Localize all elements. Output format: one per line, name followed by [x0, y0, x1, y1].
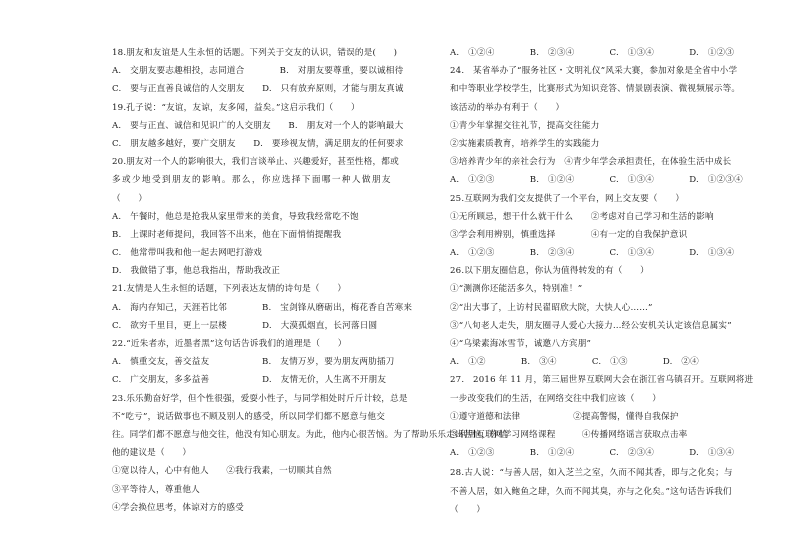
question-20-answer-blank: （ ）	[112, 193, 148, 204]
question-28-answer-blank: （ ）	[450, 504, 486, 515]
question-19-options-cd: C. 朋友越多越好，要广交朋友 D. 要珍视友情，满足朋友的任何要求	[112, 138, 404, 149]
question-20-stem-line1: 20.朋友对一个人的影响很大，我们言谈举止、兴趣爱好，甚至性格，都或	[112, 157, 399, 168]
question-20-stem-line2: 多或少地受到朋友的影响。那么，你应选择下面哪一种人做朋友	[112, 175, 392, 186]
question-21-options-ab: A. 海内存知己，天涯若比邻 B. 宝剑锋从磨砺出，梅花香自苦寒来	[112, 302, 413, 313]
question-26-choice-4: ④“乌梁素海冰雪节，诚邀八方宾朋”	[450, 339, 592, 349]
question-24-stem-line3: 该活动的举办有利于（ ）	[450, 102, 565, 113]
question-18-options-cd: C. 要与正直善良诚信的人交朋友 D. 只有放弃原则，才能与朋友真诚	[112, 84, 404, 95]
question-25-stem: 25.互联网为我们交友提供了一个平台，网上交友要（ ）	[450, 193, 685, 204]
question-20-option-d: D. 我做错了事，他总我指出，帮助我改正	[112, 266, 281, 277]
question-25-options: A. ①②③ B. ②③④ C. ①③④ D. ①③④	[450, 248, 735, 259]
question-20-option-a: A. 午餐时，他总是抢我从家里带来的美食，导致我经常吃不饱	[112, 211, 359, 222]
question-28-stem-line1: 28.古人说：“与善人居，如入芝兰之室，久而不闻其香，即与之化矣；与	[450, 468, 733, 479]
question-18-stem: 18.朋友和友谊是人生永恒的话题。下列关于交友的认识，错误的是( )	[112, 48, 398, 58]
question-23-choice-4: ④学会换位思考，体谅对方的感受	[112, 502, 244, 513]
question-24-choices-34: ③培养青少年的亲社会行为 ④青少年学会承担责任，在体验生活中成长	[450, 157, 732, 168]
question-26-options: A. ①② B. ③④ C. ①③ D. ②④	[450, 357, 699, 368]
question-23-stem-line2: 不“吃亏”，说话做事也不顾及别人的感受，所以同学们都不愿意与他交	[112, 411, 386, 422]
question-21-stem: 21.友情是人生永恒的话题，下列表达友情的诗句是（ ）	[112, 284, 347, 295]
question-27-stem-line2: 一步改变我们的生活，在网络交往中我们应该（ ）	[450, 393, 662, 404]
question-22-options-cd: C. 广交朋友，多多益善 D. 友情无价，人生离不开朋友	[112, 375, 387, 386]
question-23-stem-line3: 往。同学们都不愿意与他交往，他没有知心朋友。为此，他内心很苦恼。为了帮助乐乐走出苦恼，你给	[112, 429, 508, 440]
question-22-stem: 22.“近朱者赤，近墨者黑”这句话告诉我们的道理是（ ）	[112, 339, 347, 349]
question-23-choice-3: ③平等待人，尊重他人	[112, 484, 200, 495]
question-23-stem-line4: 他的建议是（ ）	[112, 448, 192, 459]
question-24-stem-line1: 24. 某省举办了“服务社区・文明礼仪”风采大赛，参加对象是全省中小学	[450, 66, 738, 77]
question-20-option-b: B. 上课时老师提问，我回答不出来，他在下面悄悄提醒我	[112, 229, 342, 240]
question-24-options: A. ①②③ B. ①②④ C. ①③④ D. ①②③④	[450, 175, 743, 186]
question-20-option-c: C. 他常带叫我和他一起去网吧打游戏	[112, 248, 263, 259]
question-23-choices-12: ①宽以待人，心中有他人 ②我行我素，一切顺其自然	[112, 466, 332, 477]
question-26-choice-3: ③“八旬老人走失，朋友圈寻人爱心大接力…经公安机关认定该信息属实”	[450, 320, 732, 331]
question-24-stem-line2: 和中等职业学校学生，比赛形式为知识竞答、情景剧表演、微视频展示等。	[450, 84, 741, 95]
question-26-choice-1: ①“测测你还能活多久，特别准！”	[450, 284, 583, 295]
question-19-stem: 19.孔子说：“友谊，友谅，友多闻，益矣。”这启示我们（ ）	[112, 102, 360, 113]
question-27-stem-line1: 27. 2016 年 11 月，第三届世界互联网大会在浙江省乌镇召开。互联网将进	[450, 375, 754, 386]
question-23-options: A. ①②④ B. ②③④ C. ①③④ D. ①②③	[450, 48, 735, 58]
question-28-stem-line2: 不善人居，如入鲍鱼之肆，久而不闻其臭，亦与之化矣。”这句话告诉我们	[450, 486, 732, 497]
question-24-choice-1: ①青少年掌握交往礼节，提高交往能力	[450, 120, 600, 131]
question-27-options: A. ①②③ B. ①②④ C. ②③④ D. ①③④	[450, 448, 735, 459]
question-26-stem: 26.以下朋友圈信息，你认为值得转发的有（ ）	[450, 266, 649, 277]
right-column	[450, 44, 790, 519]
question-22-options-ab: A. 慎重交友，善交益友 B. 友情万岁，要为朋友两肋插刀	[112, 357, 395, 368]
question-19-options-ab: A. 要与正直、诚信和见识广的人交朋友 B. 朋友对一个人的影响最大	[112, 120, 404, 131]
question-25-choices-12: ①无所顾忌，想干什么就干什么 ②考虑对自己学习和生活的影响	[450, 211, 714, 222]
question-24-choice-2: ②实施素质教育，培养学生的实践能力	[450, 138, 600, 149]
question-18-options-ab: A. 交朋友要志趣相投，志同道合 B. 对朋友要尊重，要以诚相待	[112, 66, 404, 77]
question-21-options-cd: C. 欲穷千里目，更上一层楼 D. 大漠孤烟直，长河落日圆	[112, 320, 378, 331]
question-25-choices-34: ③学会利用辨别，慎重选择 ④有一定的自我保护意识	[450, 229, 688, 240]
question-26-choice-2: ②“出大事了，上访村民翟昭欣大院，大快人心……”	[450, 302, 653, 313]
question-23-stem-line1: 23.乐乐勤奋好学，但个性很强，爱耍小性子，与同学相处时斤斤计较，总是	[112, 393, 408, 404]
question-27-choices-34: ③利用互联网学习网络课程 ④传播网络谣言获取点击率	[450, 429, 688, 440]
question-27-choices-12: ①遵守道德和法律 ②提高警惕，懂得自我保护	[450, 411, 679, 422]
